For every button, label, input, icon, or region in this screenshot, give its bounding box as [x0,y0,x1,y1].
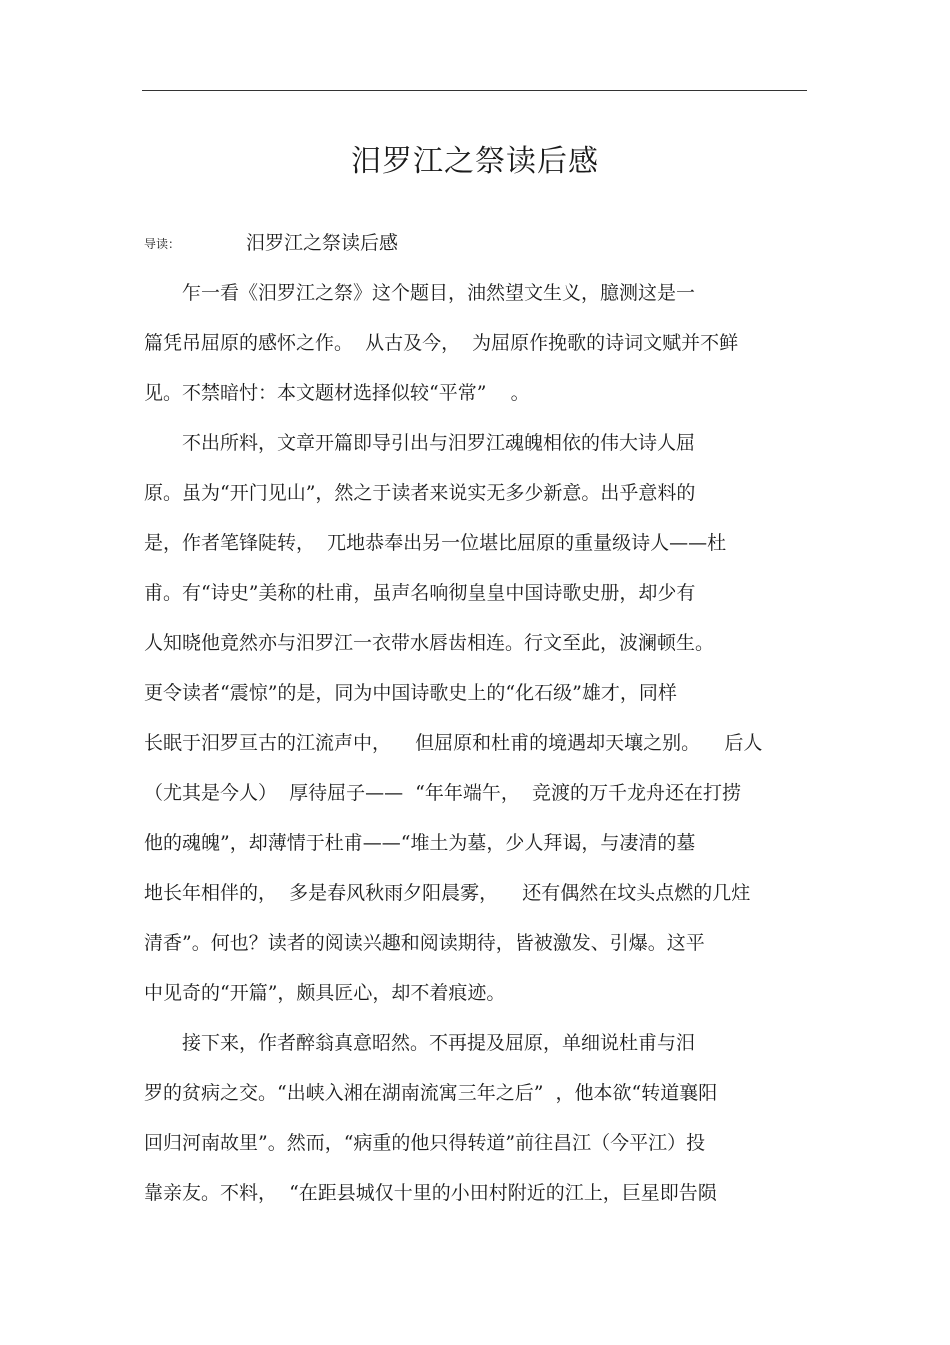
body-line: 更令读者“震惊”的是，同为中国诗歌史上的“化石级”雄才，同样 [144,682,677,704]
body-line: 罗的贫病之交。“出峡入湘在湖南流寓三年之后” ，他本欲“转道襄阳 [144,1082,718,1104]
body-line: 靠亲友。不料， “在距县城仅十里的小田村附近的江上，巨星即告陨 [144,1182,717,1204]
document-title: 汨罗江之祭读后感 [351,144,599,179]
body-line: 长眠于汨罗亘古的江流声中， 但屈原和杜甫的境遇却天壤之别。 后人 [144,732,763,754]
header-rule [142,90,807,91]
body-line: 地长年相伴的， 多是春风秋雨夕阳晨雾， 还有偶然在坟头点燃的几炷 [144,882,751,904]
body-line: 中见奇的“开篇”，颇具匠心，却不着痕迹。 [144,982,506,1004]
body-line: 人知晓他竟然亦与汨罗江一衣带水唇齿相连。行文至此，波澜顿生。 [144,632,715,654]
body-line: 不出所料，文章开篇即导引出与汨罗江魂魄相依的伟大诗人屈 [144,432,696,454]
body-line: 原。虽为“开门见山”，然之于读者来说实无多少新意。出乎意料的 [144,482,696,504]
body-line: 篇凭吊屈原的感怀之作。 从古及今， 为屈原作挽歌的诗词文赋并不鲜 [144,332,739,354]
guide-label: 导读： [144,237,181,251]
body-line: （尤其是今人） 厚待屈子—— “年年端午， 竞渡的万千龙舟还在打捞 [144,782,741,804]
body-line: 乍一看《汨罗江之祭》这个题目，油然望文生义，臆测这是一 [144,282,696,304]
body-line: 是，作者笔锋陡转， 兀地恭奉出另一位堪比屈原的重量级诗人——杜 [144,532,727,554]
body-line: 甫。有“诗史”美称的杜甫，虽声名响彻皇皇中国诗歌史册，却少有 [144,582,696,604]
body-line: 他的魂魄”，却薄情于杜甫——“堆土为墓，少人拜谒，与凄清的墓 [144,832,696,854]
body-line: 清香”。何也？读者的阅读兴趣和阅读期待，皆被激发、引爆。这平 [144,932,705,954]
guide-text: 汨罗江之祭读后感 [246,232,399,254]
body-line: 回归河南故里”。然而，“病重的他只得转道”前往昌江（今平江）投 [144,1132,706,1154]
body-line: 见。不禁暗忖：本文题材选择似较“平常” 。 [144,382,530,404]
body-line: 接下来，作者醉翁真意昭然。不再提及屈原，单细说杜甫与汨 [144,1032,696,1054]
